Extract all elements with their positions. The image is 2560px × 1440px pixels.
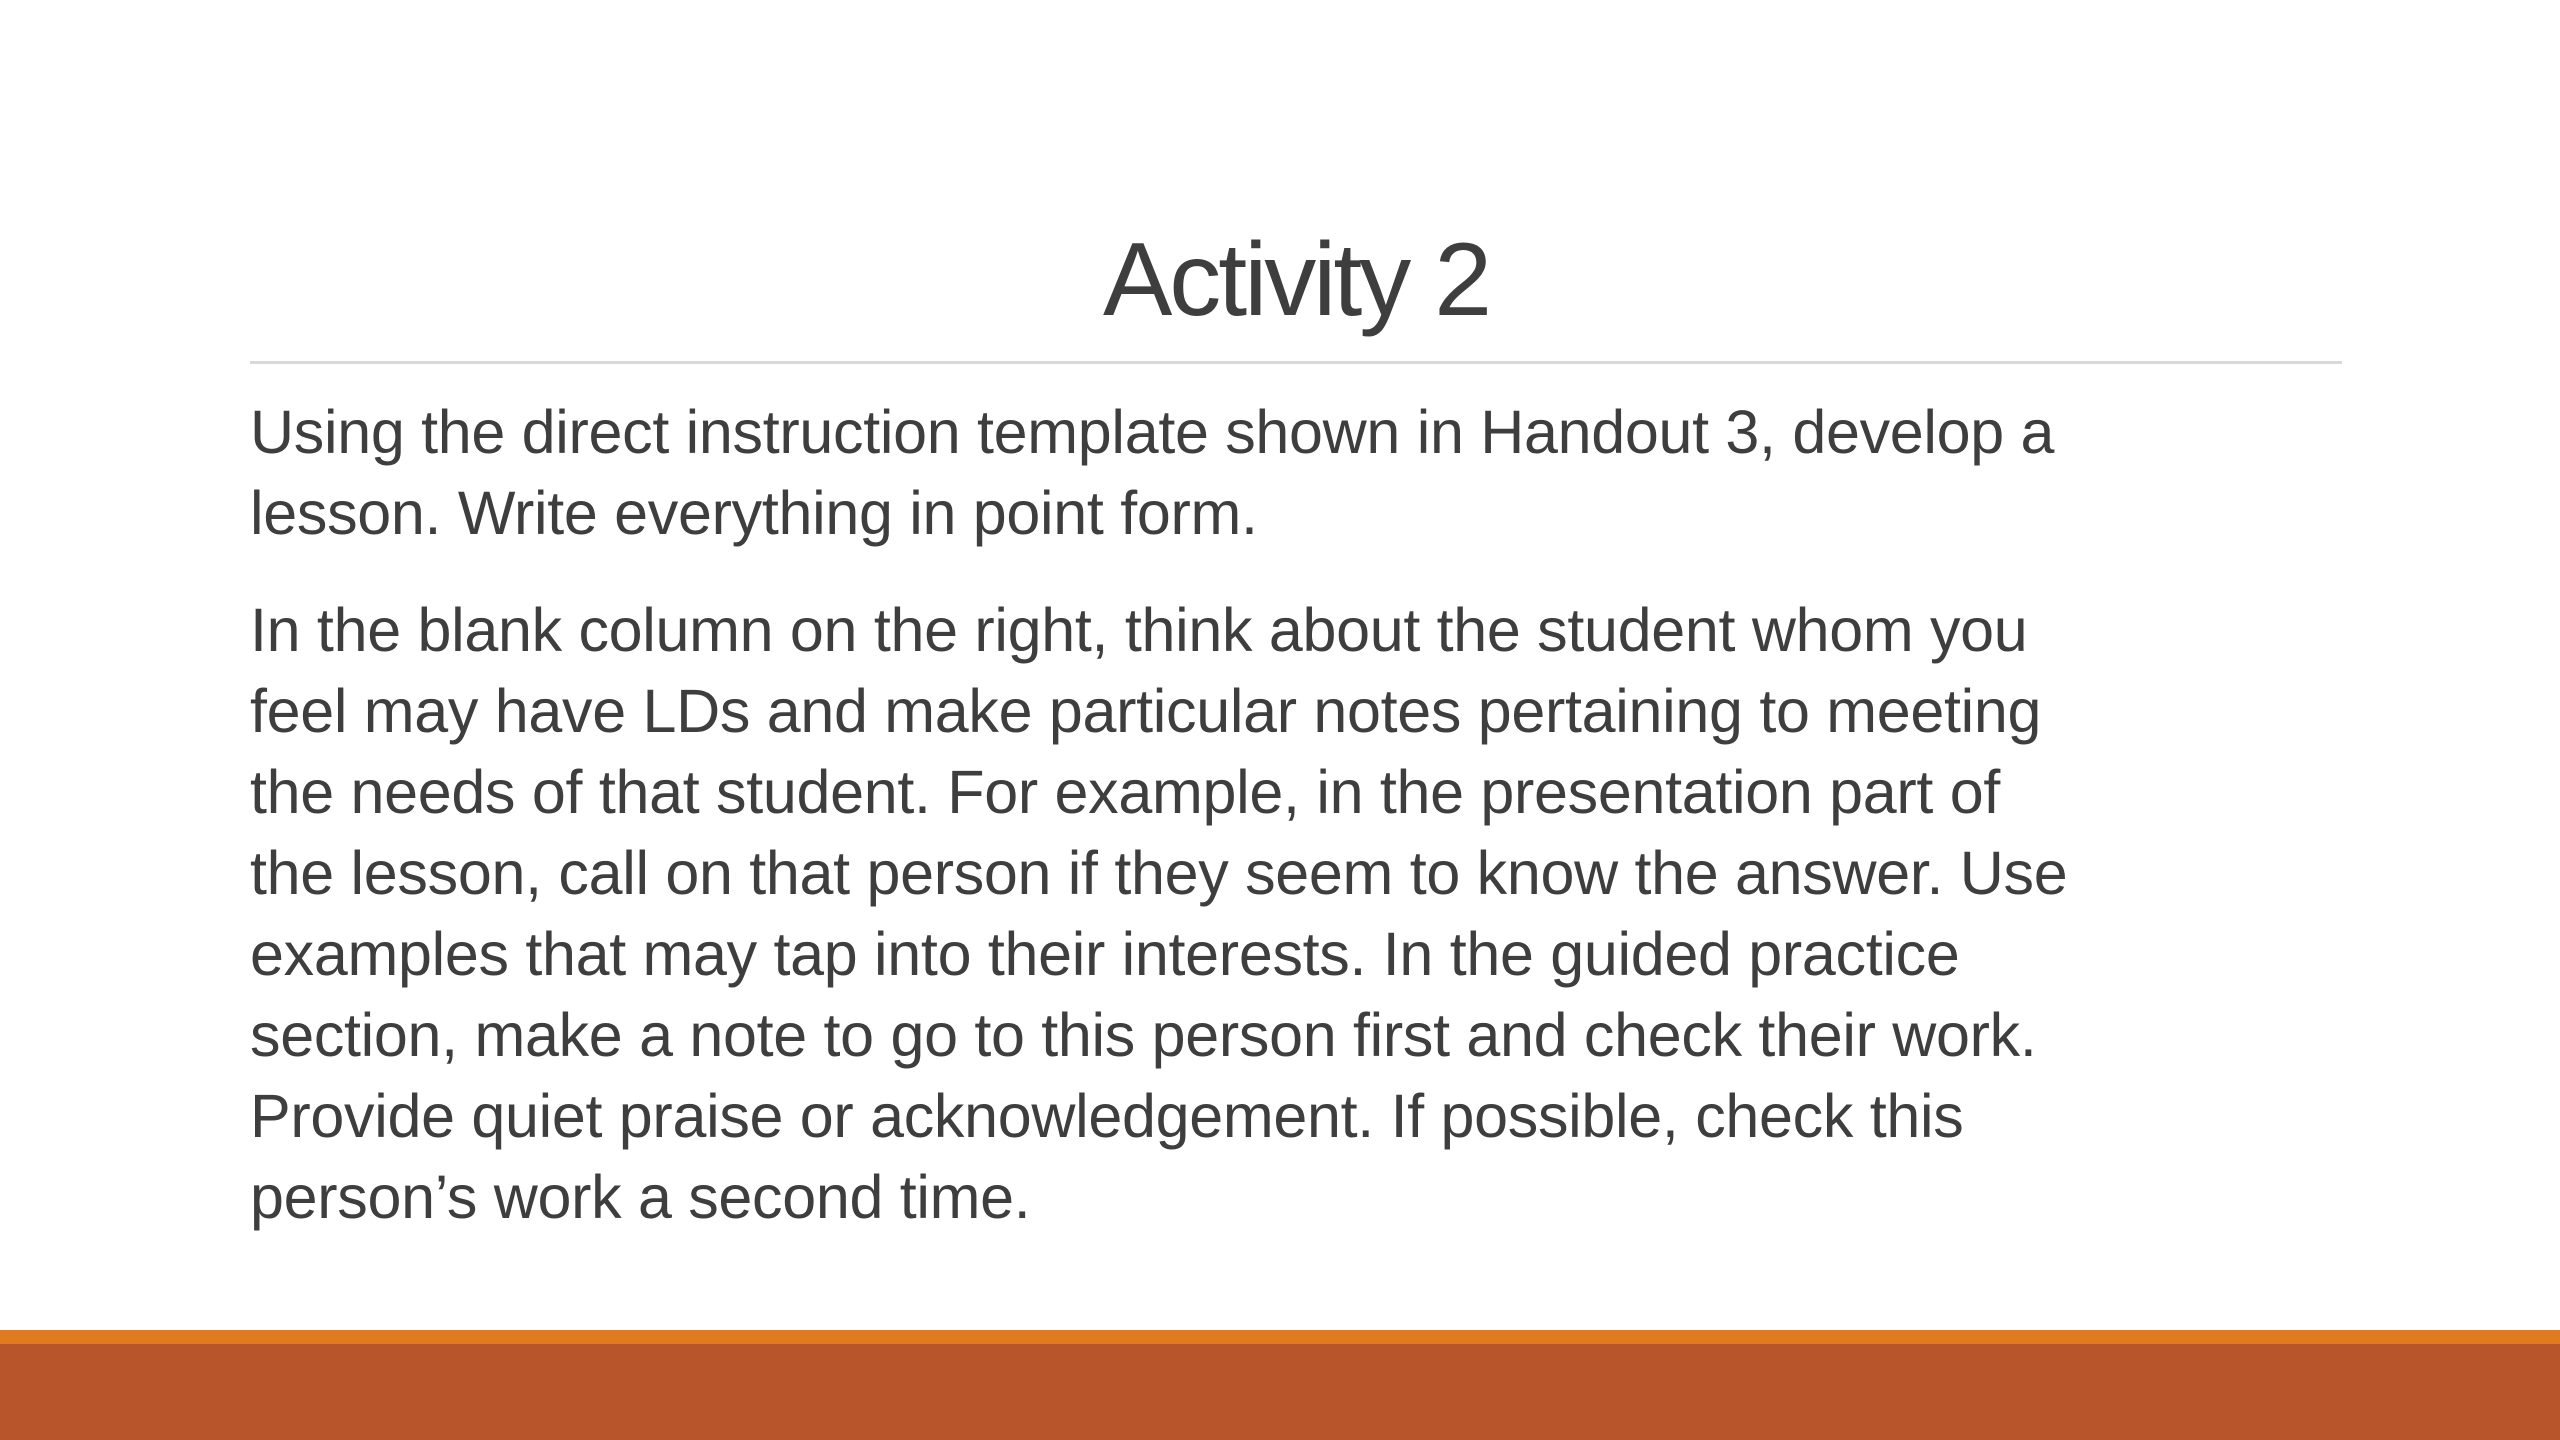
text-line: examples that may tap into their interests. In the guided practice <box>250 920 1960 988</box>
text-line: lesson. Write everything in point form. <box>250 479 1258 547</box>
paragraph-student-notes <box>250 590 2450 1238</box>
slide-title: Activity 2 <box>1102 222 1490 338</box>
text-line: Provide quiet praise or acknowledgement. If possible, check this <box>250 1082 1964 1150</box>
title-divider <box>250 361 2342 364</box>
footer-accent-stripe <box>0 1330 2560 1344</box>
footer-band <box>0 1344 2560 1440</box>
slide-body <box>250 392 2450 1238</box>
text-line: section, make a note to go to this person first and check their work. <box>250 1001 2037 1069</box>
text-line: the needs of that student. For example, in the presentation part of <box>250 758 2001 826</box>
text-line: In the blank column on the right, think about the student whom you <box>250 596 2028 664</box>
text-line: the lesson, call on that person if they seem to know the answer. Use <box>250 839 2068 907</box>
text-line: person’s work a second time. <box>250 1163 1031 1231</box>
paragraph-instructions <box>250 392 2450 554</box>
text-line: Using the direct instruction template shown in Handout 3, develop a <box>250 398 2055 466</box>
text-line: feel may have LDs and make particular notes pertaining to meeting <box>250 677 2042 745</box>
